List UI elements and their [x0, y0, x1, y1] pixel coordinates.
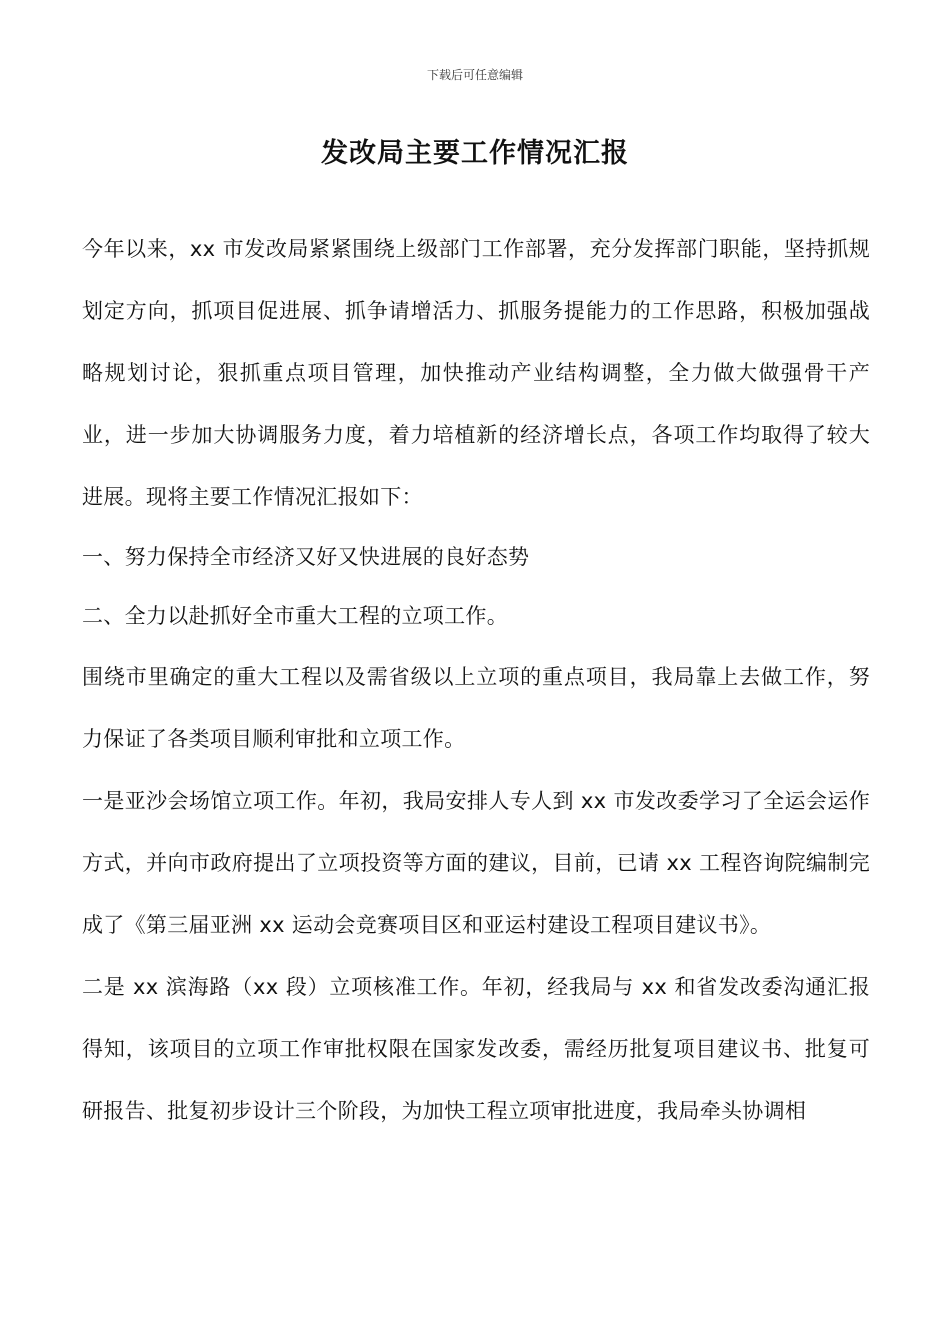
intro-paragraph: 今年以来，xx 市发改局紧紧围绕上级部门工作部署，充分发挥部门职能，坚持抓规划定方向，抓项目促进展、抓争请增活力、抓服务提能力的工作思路，积极加强战略规划讨论，狠抓重点项目管理，加快推动产业结构调整，全力做大做强骨干产业，进一步加大协调服务力度，着力培植新的经济增长点，各项工作均取得了较大进展。现将主要工作情况汇报如下： [82, 237, 870, 509]
document-title: 发改局主要工作情况汇报 [321, 138, 629, 169]
section-heading-1: 一、努力保持全市经济又好又快进展的良好态势 [82, 545, 530, 569]
paragraph-projects: 围绕市里确定的重大工程以及需省级以上立项的重点项目，我局靠上去做工作，努力保证了各类项目顺利审批和立项工作。 [82, 665, 870, 751]
paragraph-item-2: 二是 xx 滨海路（xx 段）立项核准工作。年初，经我局与 xx 和省发改委沟通汇报得知，该项目的立项工作审批权限在国家发改委，需经历批复项目建议书、批复可研报告、批复初步设计三个阶段，为加快工程立项审批进度，我局牵头协调相 [82, 975, 870, 1123]
section-heading-2: 二、全力以赴抓好全市重大工程的立项工作。 [82, 604, 508, 628]
paragraph-item-1: 一是亚沙会场馆立项工作。年初，我局安排人专人到 xx 市发改委学习了全运会运作方式，并向市政府提出了立项投资等方面的建议，目前，已请 xx 工程咨询院编制完成了《第三届亚洲 xx 运动会竞赛项目区和亚运村建设工程项目建议书》。 [82, 789, 870, 937]
header-note: 下载后可任意编辑 [426, 68, 523, 82]
document-body [82, 218, 870, 1142]
